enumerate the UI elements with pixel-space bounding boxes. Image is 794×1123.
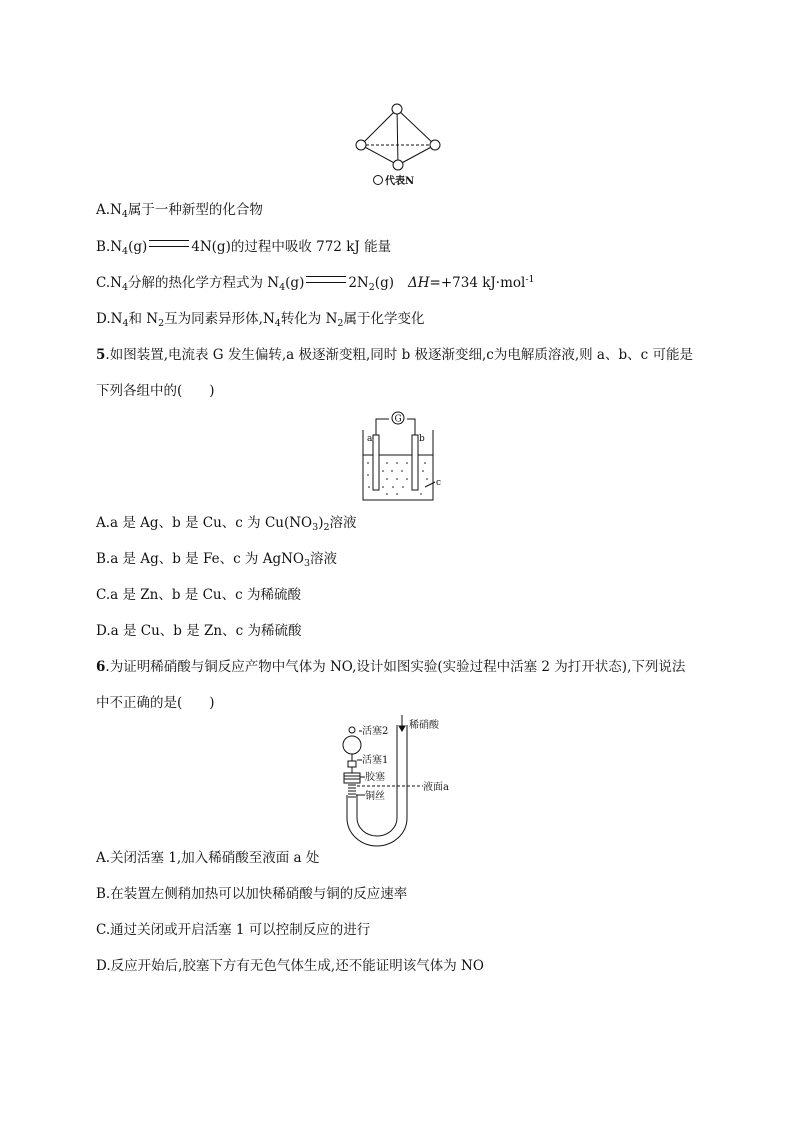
q5-stem-line1: 5.如图装置,电流表 G 发生偏转,a 极逐渐变粗,同时 b 极逐渐变细,c为电解质溶液,则 a、b、c 可能是 (96, 347, 693, 363)
valve1-icon (348, 761, 356, 767)
q6-stem-line2: 中不正确的是( ) (96, 695, 215, 711)
n-atom-top (392, 104, 402, 114)
q4-option-a: $A.N_4$属于一种新型的化合物 (96, 202, 263, 220)
galvanic-cell-figure (355, 405, 445, 505)
q6-option-a: A.关闭活塞 1,加入稀硝酸至液面 a 处 (96, 850, 320, 866)
svg-text:稀硝酸: 稀硝酸 (409, 720, 439, 731)
n4-molecule-figure (350, 100, 450, 190)
valve2-bulb-icon (343, 736, 361, 754)
n-atom-right (430, 140, 440, 150)
svg-text:胶塞: 胶塞 (365, 772, 385, 783)
q5-option-a: A.a 是 Ag、b 是 Cu、c 为 $Cu(NO_3)_2$溶液 (96, 515, 357, 533)
svg-text:铜丝: 铜丝 (365, 791, 385, 802)
q4-option-b: $B.N_4(g)$ 4N(g)的过程中吸收 772 kJ 能量 (96, 239, 392, 257)
svg-text:活塞2: 活塞2 (362, 726, 389, 737)
q6-option-b: B.在装置左侧稍加热可以加快稀硝酸与铜的反应速率 (96, 886, 408, 902)
legend-circle-icon (374, 176, 383, 185)
svg-text:液面a: 液面a (423, 782, 449, 793)
svg-text:G: G (394, 414, 402, 425)
svg-text:c: c (436, 478, 442, 488)
q6-option-d: D.反应开始后,胶塞下方有无色气体生成,还不能证明该气体为 NO (96, 958, 484, 974)
n-atom-left (356, 140, 366, 150)
q5-option-c: C.a 是 Zn、b 是 Cu、c 为稀硫酸 (96, 587, 301, 603)
legend-label: 代表N (385, 176, 415, 187)
svg-text:活塞1: 活塞1 (362, 755, 389, 766)
equals-arrow-icon (306, 276, 346, 283)
u-tube-apparatus-figure (335, 713, 465, 848)
svg-text:a: a (367, 434, 373, 444)
q6-stem-line1: 6.为证明稀硝酸与铜反应产物中气体为 NO,设计如图实验(实验过程中活塞 2 为打开状态),下列说法 (96, 659, 686, 675)
q4-option-d: $D.N_4$和 $N_2$互为同素异形体$,N_4$转化为 $N_2$属于化学变化 (96, 311, 425, 329)
q6-option-c: C.通过关闭或开启活塞 1 可以控制反应的进行 (96, 922, 371, 938)
equals-arrow-icon (149, 240, 189, 247)
svg-text:b: b (419, 434, 425, 444)
n-atom-bottom (393, 160, 403, 170)
q5-option-b: B.a 是 Ag、b 是 Fe、c 为 AgNO$_3$溶液 (96, 551, 338, 569)
q5-stem-line2: 下列各组中的( ) (96, 383, 215, 399)
q4-option-c: $C.N_4$分解的热化学方程式为 $N_4(g)$ $2N_2(g)$ ΔH=+734 kJ·mol$^{-1}$ (96, 274, 535, 293)
q5-option-d: D.a 是 Cu、b 是 Zn、c 为稀硫酸 (96, 623, 302, 639)
